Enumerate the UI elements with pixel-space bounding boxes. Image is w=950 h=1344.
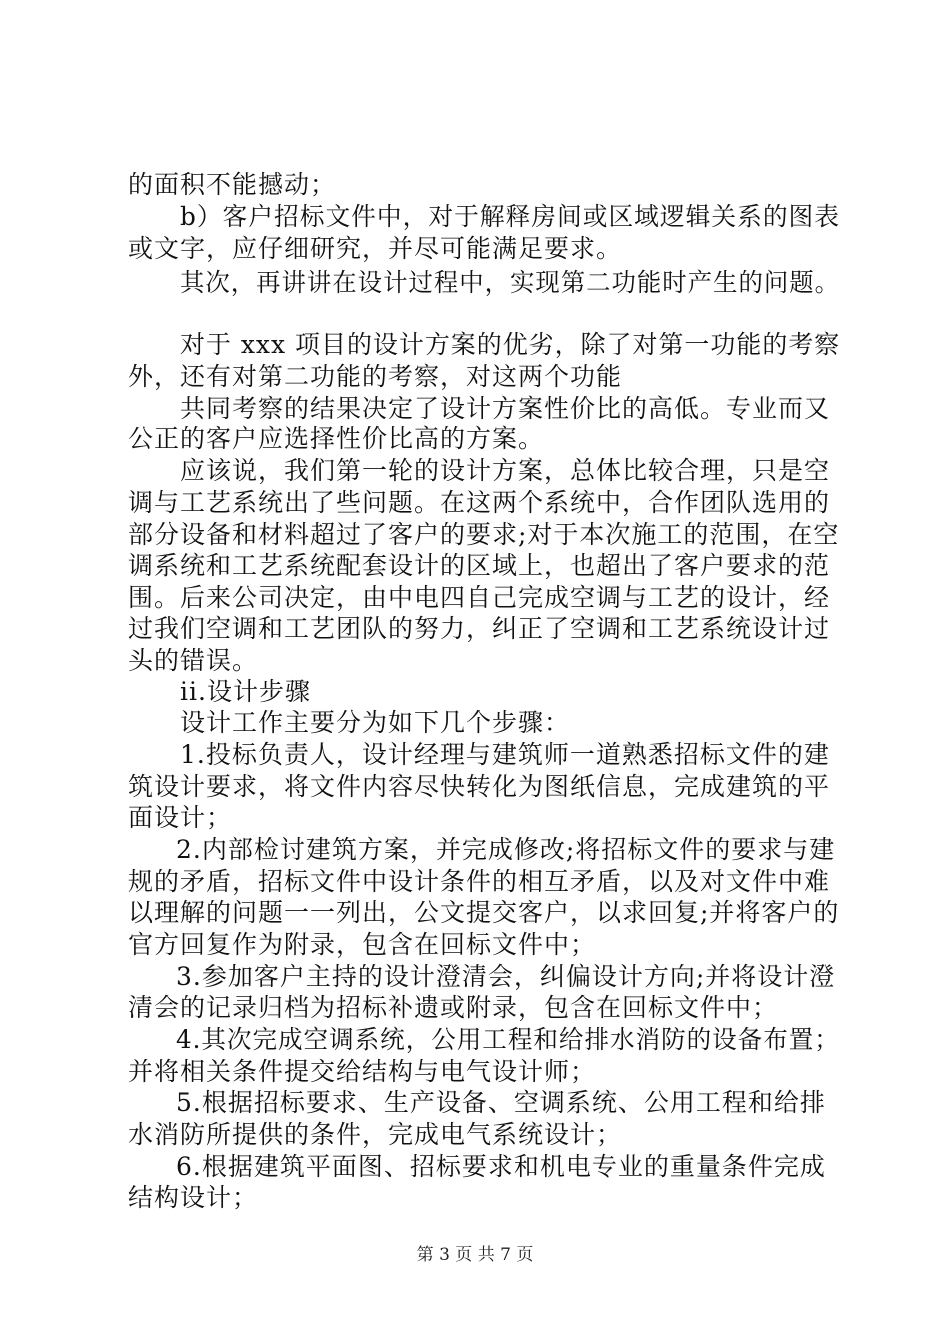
page-footer: 第 3 页 共 7 页 (416, 1245, 534, 1265)
text-line: 以理解的问题一一列出，公文提交客户，以求回复;并将客户的 (128, 898, 840, 927)
text-line: 筑设计要求，将文件内容尽快转化为图纸信息，完成建筑的平 (128, 772, 831, 801)
text-line: 官方回复作为附录，包含在回标文件中； (128, 930, 597, 959)
text-line: 对于 xxx 项目的设计方案的优劣，除了对第一功能的考察 (180, 330, 841, 359)
text-line: 共同考察的结果决定了设计方案性价比的高低。专业而又 (180, 394, 831, 423)
text-line: 并将相关条件提交给结构与电气设计师； (128, 1057, 597, 1086)
text-line: 1.投标负责人，设计经理与建筑师一道熟悉招标文件的建 (180, 740, 830, 769)
text-line: 5.根据招标要求、生产设备、空调系统、公用工程和给排 (176, 1088, 826, 1117)
text-line: 清会的记录归档为招标补遗或附录，包含在回标文件中； (128, 993, 779, 1022)
text-line: 3.参加客户主持的设计澄清会，纠偏设计方向;并将设计澄 (176, 962, 836, 991)
text-line: 应该说，我们第一轮的设计方案，总体比较合理，只是空 (180, 456, 831, 485)
text-line: 调系统和工艺系统配套设计的区域上，也超出了客户要求的范 (128, 551, 831, 580)
text-line: 2.内部检讨建筑方案，并完成修改;将招标文件的要求与建 (176, 835, 836, 864)
text-line: 的面积不能撼动； (128, 170, 337, 199)
text-line: 水消防所提供的条件，完成电气系统设计； (128, 1120, 623, 1149)
text-line: 6.根据建筑平面图、招标要求和机电专业的重量条件完成 (176, 1152, 826, 1181)
text-line: b）客户招标文件中，对于解释房间或区域逻辑关系的图表 (180, 202, 841, 231)
text-line: 设计工作主要分为如下几个步骤： (180, 708, 571, 737)
text-line: 4.其次完成空调系统，公用工程和给排水消防的设备布置； (176, 1025, 840, 1054)
text-line: 面设计； (128, 803, 233, 832)
text-line: 结构设计； (128, 1183, 259, 1212)
text-line: 调与工艺系统出了些问题。在这两个系统中，合作团队选用的 (128, 488, 831, 517)
text-line: 过我们空调和工艺团队的努力，纠正了空调和工艺系统设计过 (128, 614, 831, 643)
text-line: 外，还有对第二功能的考察，对这两个功能 (128, 362, 623, 391)
text-line: ii.设计步骤 (180, 677, 311, 706)
text-line: 公正的客户应选择性价比高的方案。 (128, 424, 545, 453)
text-line: 规的矛盾，招标文件中设计条件的相互矛盾，以及对文件中难 (128, 867, 831, 896)
text-line: 围。后来公司决定，由中电四自己完成空调与工艺的设计，经 (128, 583, 831, 612)
text-line: 头的错误。 (128, 646, 259, 675)
text-line: 或文字，应仔细研究，并尽可能满足要求。 (128, 234, 623, 263)
text-line: 部分设备和材料超过了客户的要求;对于本次施工的范围，在空 (128, 520, 840, 549)
text-line: 其次，再讲讲在设计过程中，实现第二功能时产生的问题。 (180, 268, 840, 297)
